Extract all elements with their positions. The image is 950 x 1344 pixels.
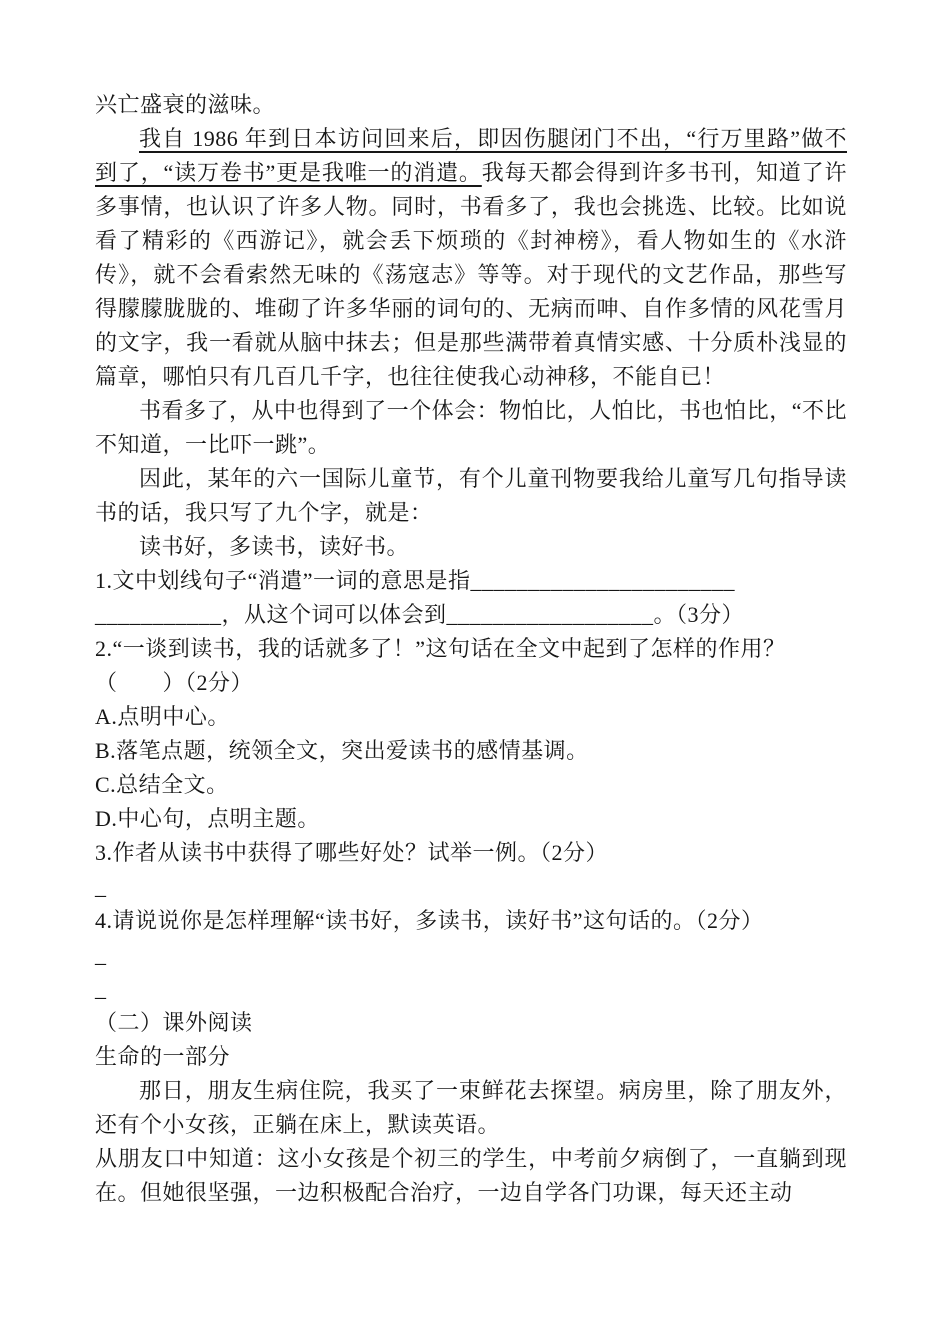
- question-2-answer-blank: （ ）（2分）: [95, 670, 254, 695]
- question-2: 2.“一谈到读书，我的话就多了！”这句话在全文中起到了怎样的作用？: [95, 636, 786, 661]
- question-4: 4.请说说你是怎样理解“读书好，多读书，读好书”这句话的。（2分）: [95, 908, 764, 933]
- option-d: D.中心句，点明主题。: [95, 806, 320, 831]
- answer-line-1: _: [95, 874, 107, 899]
- paragraph-text: 我每天都会得到许多书刊，知道了许多事情，也认识了许多人物。同时，书看多了，我也会挑选、比较。比如说看了精彩的《西游记》，就会丢下烦琐的《封神榜》，看人物如生的《水浒传》，就不会看索然无味的《荡寇志》等等。对于现代的文艺作品，那些写得朦朦胧胧的、堆砌了许多华丽的词句的、无病而呻、自作多情的风花雪月的文字，我一看就从脑中抹去；但是那些满带着真情实感、十分质朴浅显的篇章，哪怕只有几百几千字，也往往使我心动神移，不能自已！: [95, 160, 847, 389]
- passage-paragraph-3: 因此，某年的六一国际儿童节，有个儿童刊物要我给儿童写几句指导读书的话，我只写了九个字，就是：: [95, 466, 847, 525]
- section-2-heading: （二）课外阅读: [95, 1010, 253, 1035]
- passage-continuation-line: 兴亡盛衰的滋味。: [95, 92, 276, 117]
- reading-paragraph-1: 那日，朋友生病住院，我买了一束鲜花去探望。病房里，除了朋友外，还有个小女孩，正躺在床上，默读英语。: [95, 1078, 847, 1137]
- underlined-sentence: 我自 1986 年到日本访问回来后，即因伤腿闭门不出，“行万里路”做不到了，“读万卷书”更是我唯一的消遣。: [95, 126, 847, 185]
- answer-line-2: _: [95, 942, 107, 967]
- passage-paragraph-4: 读书好，多读书，读好书。: [139, 534, 410, 559]
- passage-paragraph-2: 书看多了，从中也得到了一个体会：物怕比，人怕比，书也怕比，“不比不知道，一比吓一跳”。: [95, 398, 847, 457]
- question-3: 3.作者从读书中获得了哪些好处？试举一例。（2分）: [95, 840, 609, 865]
- reading-paragraph-2: 从朋友口中知道：这小女孩是个初三的学生，中考前夕病倒了，一直躺到现在。但她很坚强，一边积极配合治疗，一边自学各门功课，每天还主动: [95, 1146, 847, 1205]
- option-b: B.落笔点题，统领全文，突出爱读书的感情基调。: [95, 738, 589, 763]
- passage-paragraph-1: [95, 122, 847, 394]
- option-a: A.点明中心。: [95, 704, 230, 729]
- question-1-line-2: ___________，从这个词可以体会到__________________。（3分）: [95, 602, 745, 627]
- answer-line-3: _: [95, 976, 107, 1001]
- reading-title: 生命的一部分: [95, 1044, 231, 1069]
- option-c: C.总结全文。: [95, 772, 229, 797]
- question-1-line-1: 1.文中划线句子“消遣”一词的意思是指_______________________: [95, 568, 736, 593]
